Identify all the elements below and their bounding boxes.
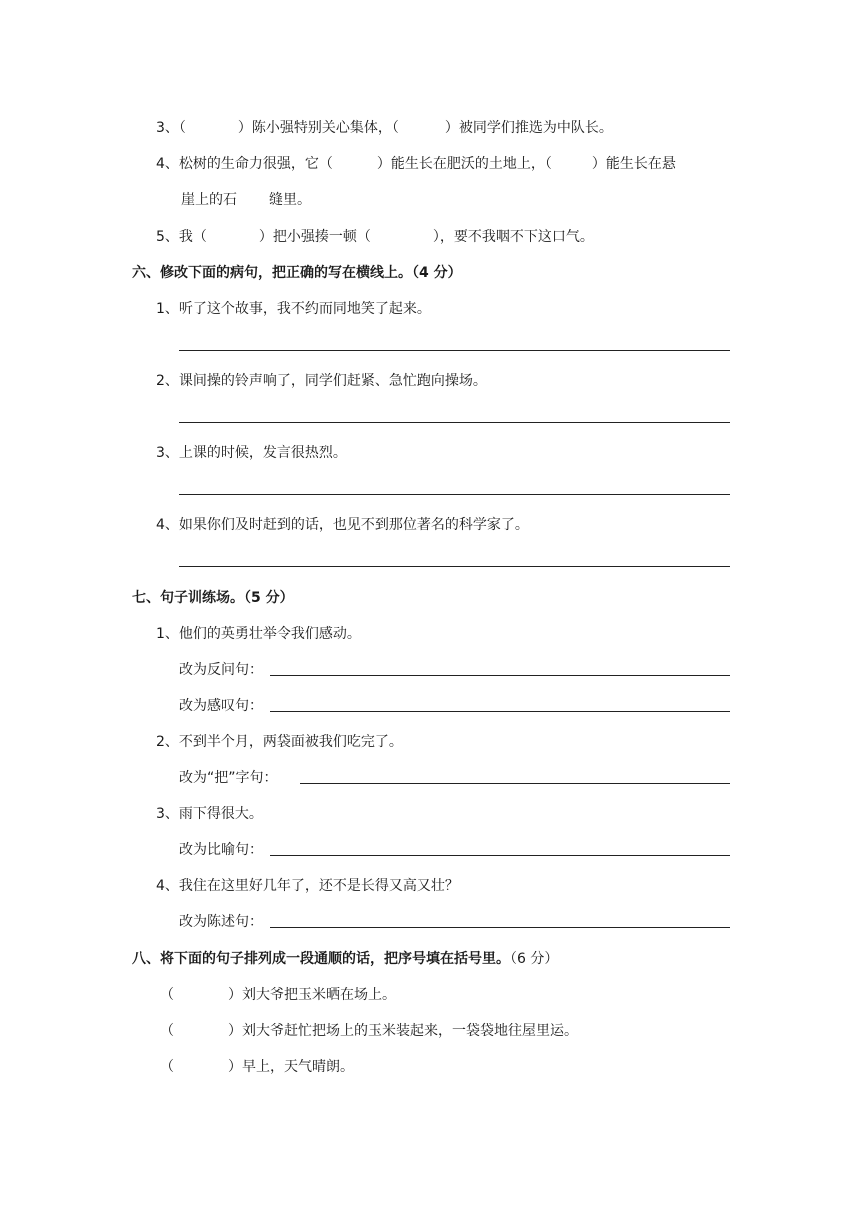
s8-item-3: （ ）早上，天气晴朗。 — [160, 1059, 354, 1075]
s7-q2-prompt: 改为“把”字句： — [179, 770, 278, 786]
s7-q4: 4、我住在这里好几年了，还不是长得又高又壮？ — [156, 878, 459, 894]
s7-q1-prompt-a: 改为反问句： — [179, 662, 263, 678]
answer-line[interactable] — [300, 783, 730, 784]
s7-q1: 1、他们的英勇壮举令我们感动。 — [156, 626, 361, 642]
answer-line[interactable] — [270, 675, 730, 676]
s6-item-4: 4、如果你们及时赶到的话，也见不到那位著名的科学家了。 — [156, 517, 529, 533]
s8-item-1: （ ）刘大爷把玉米晒在场上。 — [160, 987, 396, 1003]
s5-q3: 3、（ ）陈小强特别关心集体，（ ）被同学们推选为中队长。 — [156, 120, 613, 136]
section-6-title: 六、修改下面的病句，把正确的写在横线上。（4 分） — [132, 265, 462, 281]
answer-line[interactable] — [270, 711, 730, 712]
s5-q4: 4、松树的生命力很强，它（ ）能生长在肥沃的土地上，（ ）能生长在悬 — [156, 156, 676, 172]
s7-q3: 3、雨下得很大。 — [156, 806, 263, 822]
answer-line[interactable] — [270, 855, 730, 856]
s8-item-2: （ ）刘大爷赶忙把场上的玉米装起来，一袋袋地往屋里运。 — [160, 1023, 578, 1039]
s5-q5: 5、我（ ）把小强揍一顿（ ），要不我咽不下这口气。 — [156, 229, 594, 245]
answer-line[interactable] — [179, 494, 730, 495]
s6-item-3: 3、上课的时候，发言很热烈。 — [156, 445, 347, 461]
s6-item-1: 1、听了这个故事，我不约而同地笑了起来。 — [156, 301, 431, 317]
s7-q2: 2、不到半个月，两袋面被我们吃完了。 — [156, 734, 403, 750]
answer-line[interactable] — [179, 566, 730, 567]
answer-line[interactable] — [179, 350, 730, 351]
section-7-title: 七、句子训练场。（5 分） — [132, 590, 294, 606]
section-8-title: 八、将下面的句子排列成一段通顺的话，把序号填在括号里。（6 分） — [132, 951, 559, 967]
s7-q4-prompt: 改为陈述句： — [179, 914, 263, 930]
s7-q3-prompt: 改为比喻句： — [179, 842, 263, 858]
s6-item-2: 2、课间操的铃声响了，同学们赶紧、急忙跑向操场。 — [156, 373, 487, 389]
answer-line[interactable] — [179, 422, 730, 423]
s5-q4-cont: 崖上的石 缝里。 — [181, 192, 311, 208]
answer-line[interactable] — [270, 927, 730, 928]
s7-q1-prompt-b: 改为感叹句： — [179, 698, 263, 714]
